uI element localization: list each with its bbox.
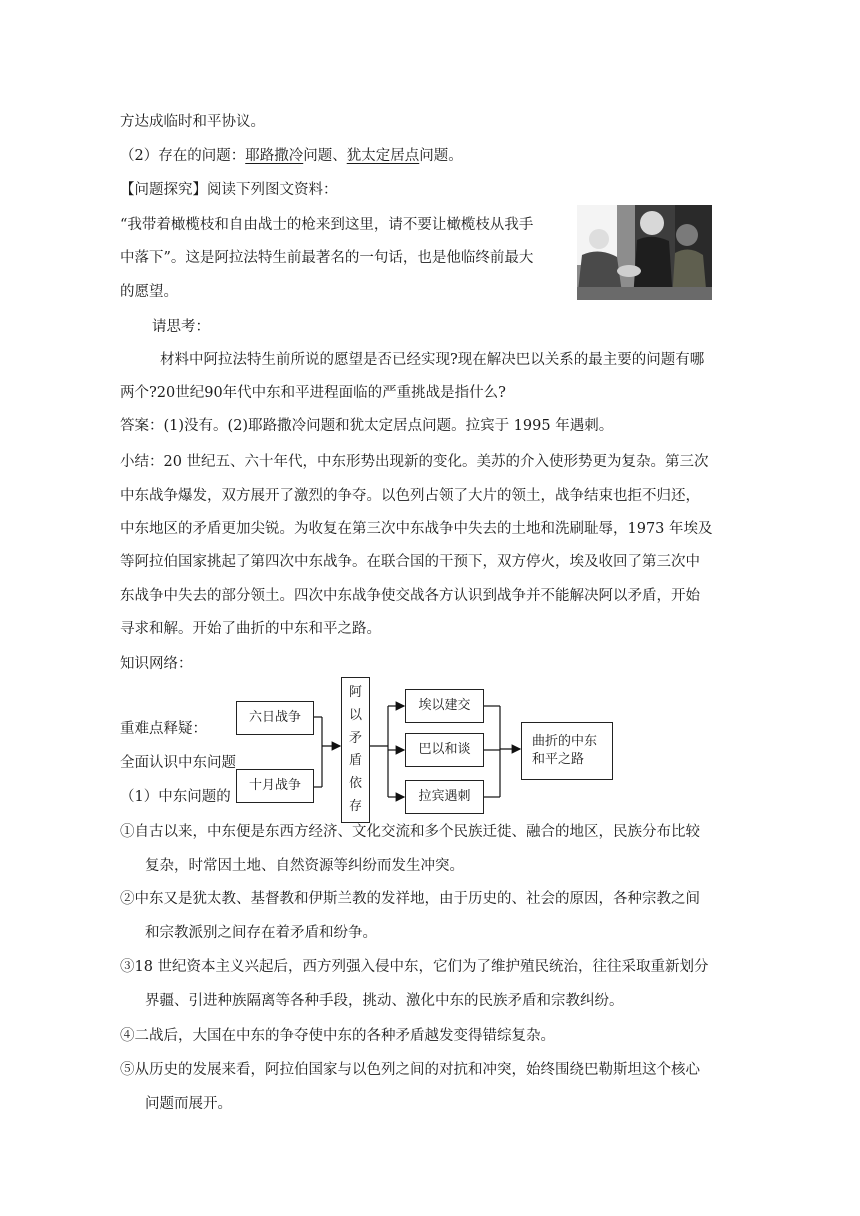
box-arab-israeli-conflict [341,677,370,823]
section-heading: 全面认识中东问题 [120,755,236,771]
quote-line: 的愿望。 [120,284,178,300]
point-line: ①自古以来，中东便是东西方经济、文化交流和多个民族迁徙、融合的地区，民族分布比较 [120,824,700,840]
underlined-term: 犹太定居点 [346,148,420,164]
box-october-war: 十月战争 [236,769,314,803]
section-heading: 【问题探究】阅读下列图文资料： [120,182,338,198]
summary-line: 东战争中失去的部分领土。四次中东战争使交战各方认识到战争并不能解决阿以矛盾，开始 [120,588,700,604]
point-line: ④二战后，大国在中东的争夺使中东的各种矛盾越发变得错综复杂。 [120,1028,555,1044]
box-rabin-assassination: 拉宾遇刺 [405,780,484,814]
subheading: （1）中东问题的 [120,789,231,805]
summary-line: 等阿拉伯国家挑起了第四次中东战争。在联合国的干预下，双方停火，埃及收回了第三次中 [120,554,700,570]
point-line: 和宗教派别之间存在着矛盾和纷争。 [145,925,377,941]
point-line: ③18 世纪资本主义兴起后，西方列强入侵中东，它们为了维护殖民统治，往往采取重新划分 [120,959,709,975]
box-egypt-israel-relations: 埃以建交 [405,689,484,723]
point-line: 问题而展开。 [145,1096,232,1112]
box-text: 和平之路 [532,752,585,767]
quote-line: 中落下”。这是阿拉法特生前最著名的一句话，也是他临终前最大 [120,250,534,266]
quote-line: “我带着橄榄枝和自由战士的枪来到这里，请不要让橄榄枝从我手 [120,217,534,233]
summary-line: 寻求和解。开始了曲折的中东和平之路。 [120,621,381,637]
point-line: ⑤从历史的发展来看，阿拉伯国家与以色列之间的对抗和冲突，始终围绕巴勒斯坦这个核心 [120,1062,700,1078]
section-heading: 重难点释疑： [120,721,207,737]
box-six-day-war: 六日战争 [236,701,314,735]
summary-line: 小结：20 世纪五、六十年代，中东形势出现新的变化。美苏的介入使形势更为复杂。第三次 [120,454,709,470]
box-palestine-israel-talks: 巴以和谈 [405,733,484,767]
text-segment: 问题。 [419,148,463,164]
vertical-char: 矛 [348,730,362,746]
text-line: 请思考： [152,319,210,335]
point-line: ②中东又是犹太教、基督教和伊斯兰教的发祥地，由于历史的、社会的原因，各种宗教之间 [120,891,700,907]
text-line: 材料中阿拉法特生前所说的愿望是否已经实现?现在解决巴以关系的最主要的问题有哪 [160,352,705,368]
answer-line: 答案：(1)没有。(2)耶路撒冷问题和犹太定居点问题。拉宾于 1995 年遇刺。 [120,418,614,434]
box-text: 曲折的中东 [532,734,598,749]
vertical-char: 阿 [348,685,362,701]
point-line: 界疆、引进种族隔离等各种手段，挑动、激化中东的民族矛盾和宗教纠纷。 [145,993,624,1009]
vertical-char: 存 [348,798,362,814]
section-heading: 知识网络： [120,656,193,672]
text-segment: （2）存在的问题： [120,148,246,164]
box-peace-road [521,722,613,780]
underlined-term: 耶路撒冷 [245,148,304,164]
text-line: 两个?20世纪90年代中东和平进程面临的严重挑战是指什么? [120,385,506,401]
vertical-char: 以 [348,707,362,723]
summary-line: 中东地区的矛盾更加尖锐。为收复在第三次中东战争中失去的土地和洗刷耻辱，1973 年埃及 [120,521,713,537]
vertical-char: 盾 [348,753,362,769]
vertical-char: 依 [348,775,362,791]
text-line: 方达成临时和平协议。 [120,114,265,130]
text-segment: 问题、 [303,148,347,164]
point-line: 复杂，时常因土地、自然资源等纠纷而发生冲突。 [145,858,464,874]
summary-line: 中东战争爆发，双方展开了激烈的争夺。以色列占领了大片的领土，战争结束也拒不归还， [120,488,700,504]
